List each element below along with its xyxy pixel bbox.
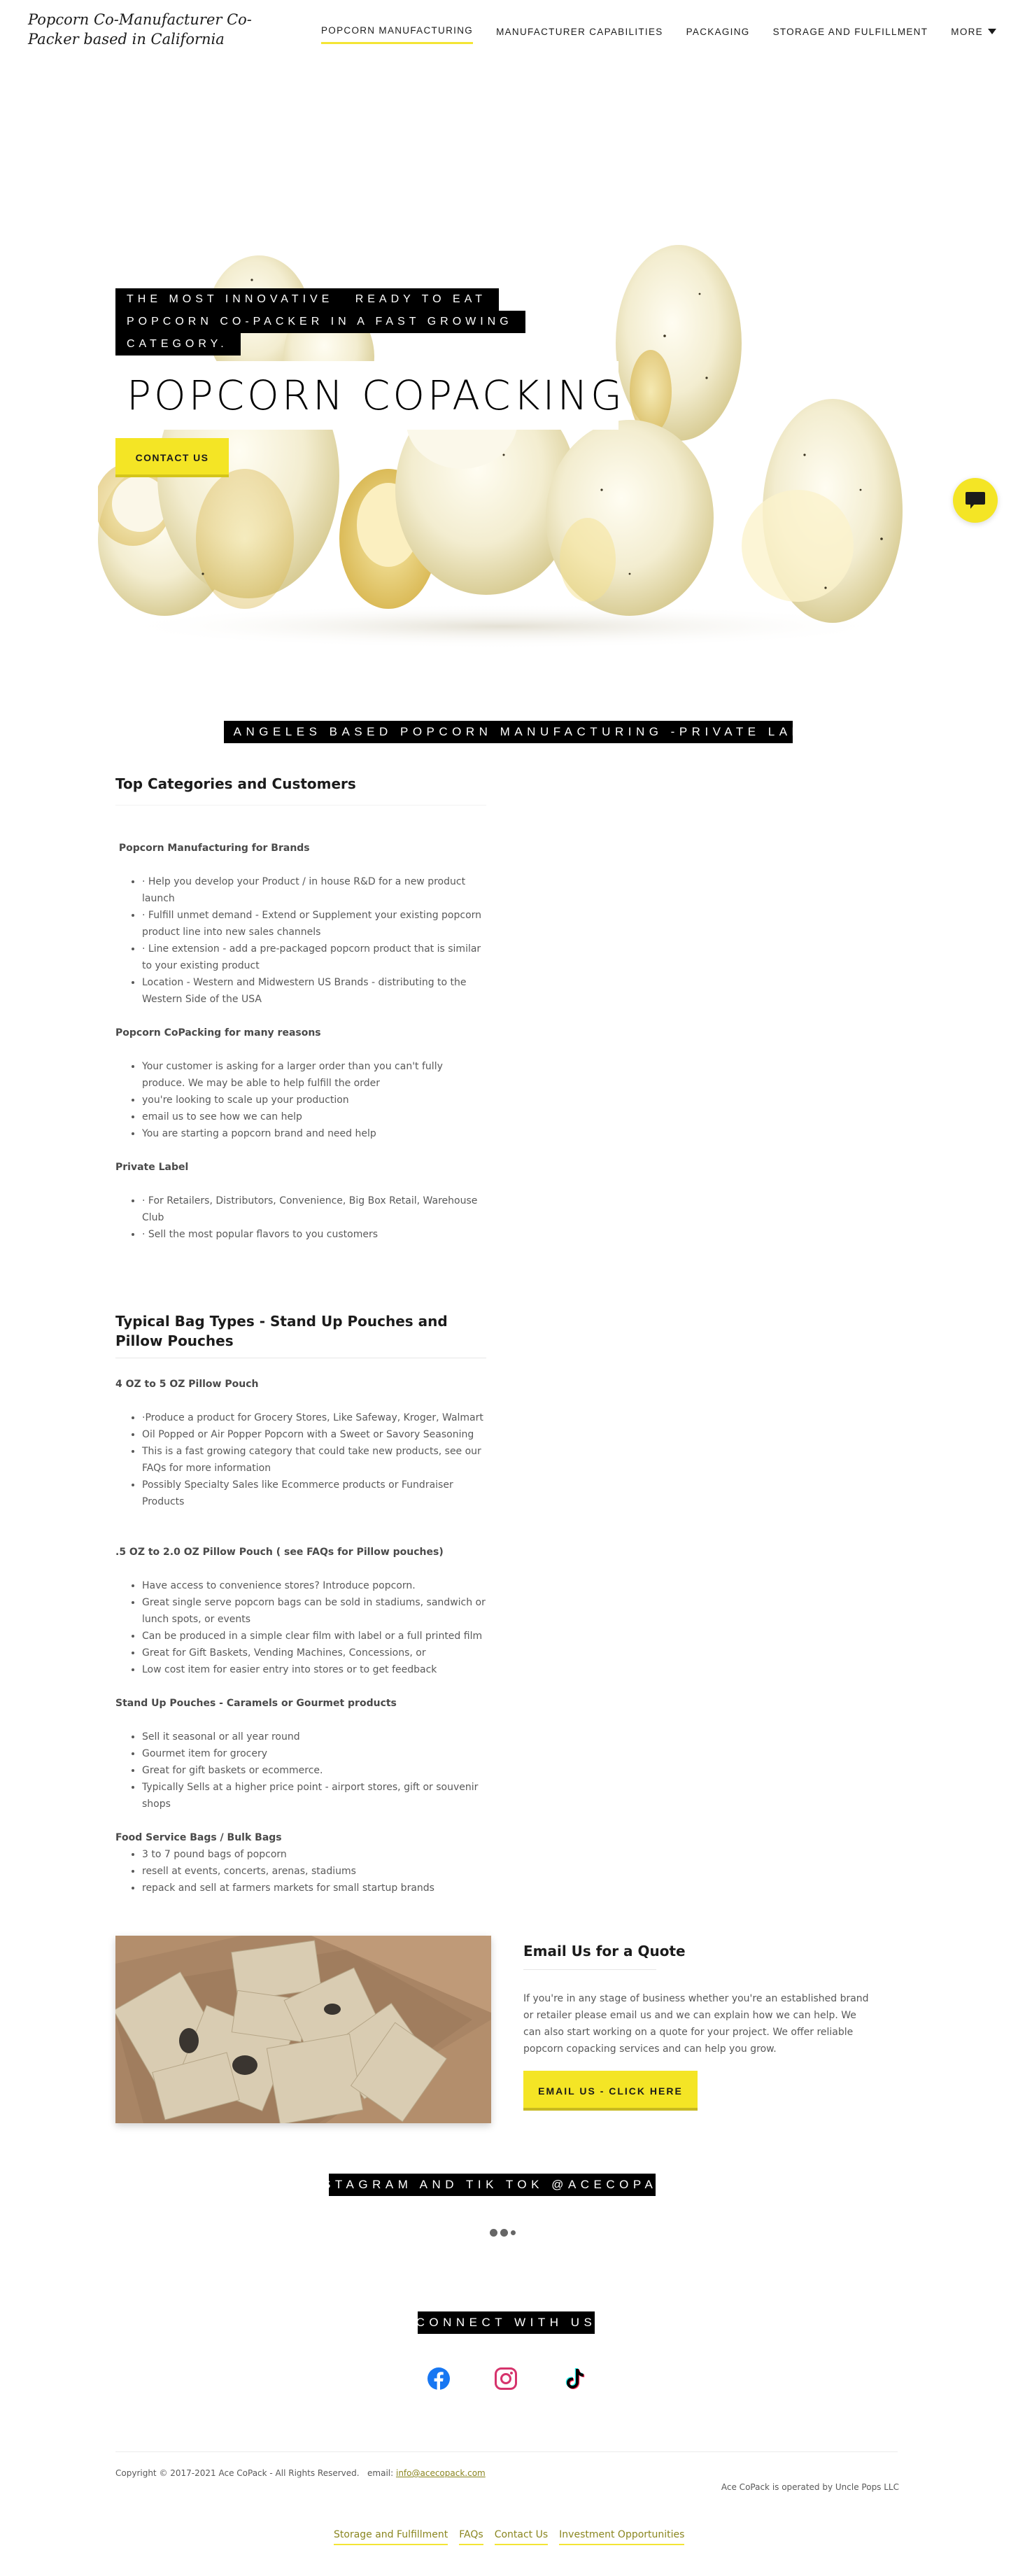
box-photo [115,1936,491,2123]
popcorn-bags-box-image [115,1936,491,2123]
tiktok-link[interactable] [563,2367,586,2391]
list-item: • ·Produce a product for Grocery Stores, Like Safeway, Kroger, Walmart [142,1409,486,1426]
tagline-line: CATEGORY. [115,333,241,356]
connect-banner: CONNECT WITH US [418,2311,595,2334]
group-title: Stand Up Pouches - Caramels or Gourmet products [115,1698,397,1709]
hero-title: POPCORN COPACKING [127,372,625,419]
nav-more-dropdown[interactable] [951,25,996,44]
facebook-link[interactable] [427,2367,451,2391]
hero-section [98,210,910,658]
loader-dot [500,2229,508,2237]
nav-label: MANUFACTURER CAPABILITIES [496,26,663,37]
instagram-link[interactable] [494,2367,518,2391]
loading-indicator [490,2229,516,2237]
footer-divider [115,2451,898,2452]
list-item: • Great single serve popcorn bags can be sold in stadiums, sandwich or lunch spots, or events [142,1594,486,1628]
loader-dot [490,2229,497,2237]
site-header [0,0,1011,70]
email-link[interactable]: info@acecopack.com [395,2468,486,2478]
footer-nav [334,2529,684,2545]
footer-link-storage-and-fulfillment[interactable]: Storage and Fulfillment [334,2529,448,2545]
nav-label: PACKAGING [686,26,750,37]
private-label-list [115,1192,486,1243]
chat-button[interactable] [953,478,998,523]
loader-dot [511,2230,516,2235]
list-item: • Possibly Specialty Sales like Ecommerce products or Fundraiser Products [142,1477,486,1510]
nav-packaging[interactable] [686,25,750,44]
operated-by: Ace CoPack is operated by Uncle Pops LLC [721,2482,899,2492]
copyright [115,2466,486,2480]
chat-bubble-icon [965,491,986,509]
list-item: • Location - Western and Midwestern US Brands - distributing to the Western Side of the USA [142,974,486,1008]
list-item: • Your customer is asking for a larger order than you can't fully produce. We may be able to help fulfill the order [142,1058,486,1092]
instagram-tiktok-banner: INSTAGRAM AND TIK TOK @ACECOPACK [329,2174,656,2196]
list-item: • Have access to convenience stores? Introduce popcorn. [142,1577,486,1594]
copacking-list [115,1058,486,1142]
footer-link-investment-opportunities[interactable]: Investment Opportunities [559,2529,684,2545]
list-item: • Oil Popped or Air Popper Popcorn with a Sweet or Savory Seasoning [142,1426,486,1443]
pillow-pouch-list [115,1409,486,1510]
list-item: • Low cost item for easier entry into stores or to get feedback [142,1661,486,1678]
site-title[interactable]: Popcorn Co-Manufacturer Co-Packer based in California [28,11,252,48]
tiktok-icon [563,2367,586,2391]
list-item: • This is a fast growing category that could take new products, see our FAQs for more information [142,1443,486,1477]
group-title: Food Service Bags / Bulk Bags [115,1832,282,1843]
nav-popcorn-manufacturing[interactable] [321,25,473,44]
social-links [0,2367,1011,2391]
group-title: Popcorn Manufacturing for Brands [115,843,310,854]
bag-types-content [115,1376,486,1896]
list-item: • you're looking to scale up your production [142,1092,486,1108]
nav-label: STORAGE AND FULFILLMENT [772,26,928,37]
list-item: • · Sell the most popular flavors to you customers [142,1226,486,1243]
divider [523,1969,656,1970]
main-nav [321,25,1011,44]
footer-link-faqs[interactable]: FAQs [459,2529,483,2545]
nav-label: MORE [951,26,983,37]
group-title: Private Label [115,1162,189,1173]
list-item: • repack and sell at farmers markets for small startup brands [142,1880,486,1896]
group-title: 4 OZ to 5 OZ Pillow Pouch [115,1379,259,1390]
footer-link-contact-us[interactable]: Contact Us [495,2529,548,2545]
small-pouch-list [115,1577,486,1678]
hero-title-box [115,361,625,430]
list-item: • Great for Gift Baskets, Vending Machines, Concessions, or [142,1645,486,1661]
list-item: • · Help you develop your Product / in house R&D for a new product launch [142,873,486,907]
list-item: • Can be produced in a simple clear film with label or a full printed film [142,1628,486,1645]
group-title: Popcorn CoPacking for many reasons [115,1027,321,1039]
list-item: • Gourmet item for grocery [142,1745,486,1762]
nav-label: POPCORN MANUFACTURING [321,25,474,36]
list-item: • · For Retailers, Distributors, Convenience, Big Box Retail, Warehouse Club [142,1192,486,1226]
categories-content [115,840,486,1243]
tagline-line: POPCORN CO-PACKER IN A FAST GROWING [115,311,525,333]
brands-list [115,873,486,1008]
quote-body: If you're in any stage of business whether you're an established brand or retailer please email us and we can explain how we can help. We can also start working on a quote for your project. We offer reliable popcorn copacking services and can help you grow. [523,1993,869,2055]
list-item: • 3 to 7 pound bags of popcorn [142,1846,486,1863]
bag-types-heading: Typical Bag Types - Stand Up Pouches and Pillow Pouches [115,1313,448,1349]
list-item: • Typically Sells at a higher price point - airport stores, gift or souvenir shops [142,1779,486,1813]
stand-up-pouch-list [115,1729,486,1813]
tagline-line: THE MOST INNOVATIVE READY TO EAT [115,288,499,311]
group-title: .5 OZ to 2.0 OZ Pillow Pouch ( see FAQs for Pillow pouches) [115,1547,444,1558]
list-item: • Great for gift baskets or ecommerce. [142,1762,486,1779]
list-item: • email us to see how we can help [142,1108,486,1125]
hero-tagline [115,288,525,356]
list-item: • resell at events, concerts, arenas, stadiums [142,1863,486,1880]
nav-manufacturer-capabilities[interactable] [496,25,663,44]
list-item: • · Fulfill unmet demand - Extend or Supplement your existing popcorn product line into new sales channels [142,907,486,941]
nav-storage-and-fulfillment[interactable] [773,25,928,44]
email-us-button[interactable]: EMAIL US - CLICK HERE [523,2071,698,2111]
instagram-icon [494,2367,518,2391]
copyright-text: Copyright © 2017-2021 Ace CoPack - All Rights Reserved. email: [115,2468,396,2478]
contact-us-button[interactable]: CONTACT US [115,438,229,477]
categories-heading: Top Categories and Customers [115,775,356,792]
bulk-bags-list [115,1846,486,1896]
list-item: • · Line extension - add a pre-packaged popcorn product that is similar to your existing product [142,941,486,974]
facebook-icon [427,2367,451,2391]
la-banner: LOS ANGELES BASED POPCORN MANUFACTURING -PRIVATE LABEL [224,721,793,743]
caret-down-icon [988,29,996,34]
list-item: • Sell it seasonal or all year round [142,1729,486,1745]
quote-heading: Email Us for a Quote [523,1943,686,1959]
list-item: • You are starting a popcorn brand and need help [142,1125,486,1142]
popcorn-hero-image [98,210,910,658]
